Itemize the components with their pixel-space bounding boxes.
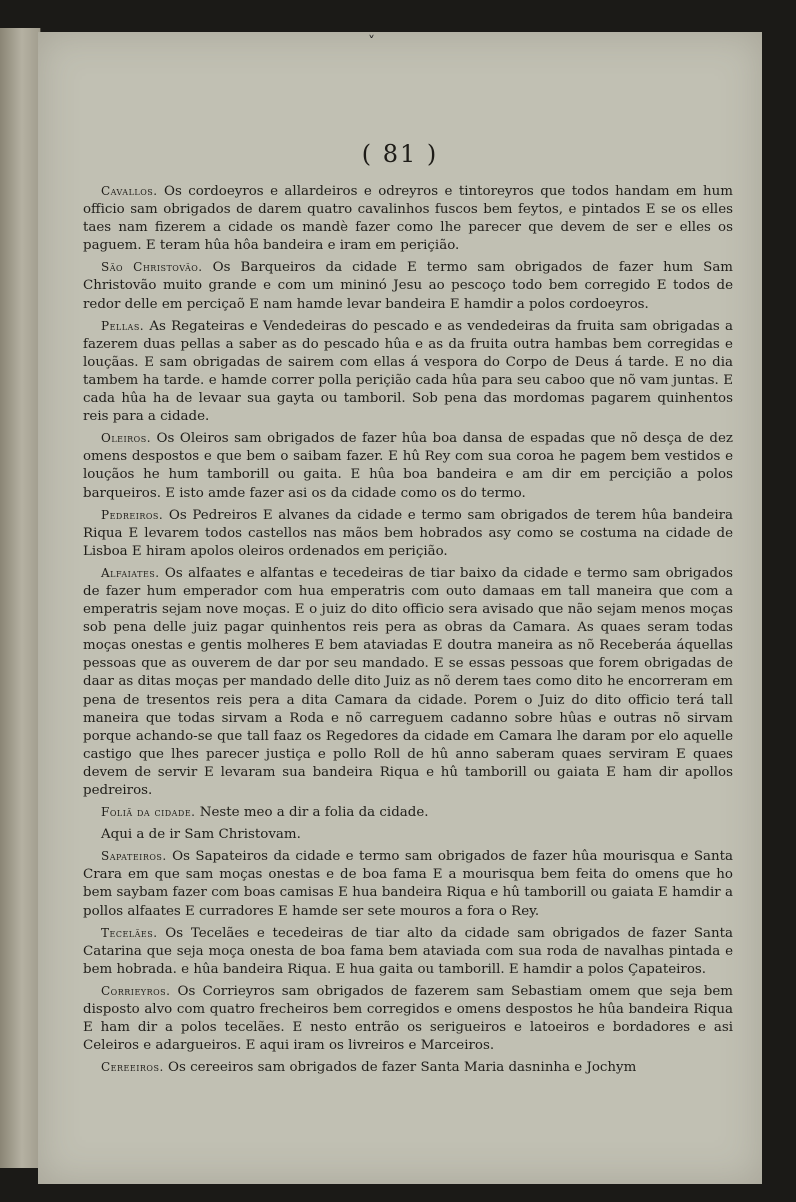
paragraph-heading: Corrieyros. (101, 983, 171, 998)
paragraph-heading: Pedreiros. (101, 507, 164, 522)
paragraph-text: Os Barqueiros da cidade E termo sam obrigados de fazer hum Sam Christovão muito grande e com um mininó Jesu ao pescoço todo bem corregido E todos de redor delle em perciçaõ E nam hamde levar bandeira E hamdir a polos cordoeyros. (83, 260, 733, 312)
paragraph-alfaiates (83, 564, 733, 800)
paragraph-heading: Tecelães. (101, 925, 158, 940)
paragraph-heading: Pellas. (101, 318, 145, 333)
paragraph-heading: Alfaiates. (101, 565, 160, 580)
paragraph-text: Os Oleiros sam obrigados de fazer hûa boa dansa de espadas que nõ desça de dez omens despostos e que bem o saibam fazer. E hû Rey com sua coroa he pagem bem vestidos e louçãos he hum tamborill ou gaita. E hûa boa bandeira e am dir em perciçião a polos barqueiros. E isto amde fazer asi os da cidade como os do termo. (83, 431, 733, 501)
paragraph-pellas (83, 317, 733, 427)
page-number: ( 81 ) (361, 140, 439, 168)
paragraph-tecelaes (83, 924, 733, 979)
paragraph-heading: Sapateiros. (101, 849, 167, 864)
paragraph-folia (83, 803, 733, 822)
paragraph-text: Os cordoeyros e allardeiros e odreyros e tintoreyros que todos handam em hum officio sam obrigados de darem quatro cavalinhos fuscos bem feytos, e pintados E se os elles taes nam fizerem a cidade os mandè fazer como lhe parecer que devem de ser e elles os paguem. E teram hûa hôa bandeira e iram em periçião. (83, 184, 733, 254)
paragraph-text: Os cereeiros sam obrigados de fazer Santa Maria dasninha e Jochym (168, 1060, 637, 1076)
body-text (83, 182, 733, 1080)
paragraph-text: Os Corrieyros sam obrigados de fazerem sam Sebastiam omem que seja bem disposto alvo com quatro frecheiros bem corregidos e omens despostos he hûa bandeira Riqua E ham dir a polos tecelães. E nesto entrão os serigueiros e latoeiros e bordadores e asi Celeiros e adargueiros. E aqui iram os livreiros e Marceiros. (83, 983, 733, 1054)
paragraph-heading: Oleiros. (101, 431, 152, 446)
paragraph-text: Aqui a de ir Sam Christovam. (101, 827, 301, 843)
paragraph-cavallos (83, 182, 733, 255)
paragraph-text: As Regateiras e Vendedeiras do pescado e as vendedeiras da fruita sam obrigadas a fazerem duas pellas a saber as do pescado hûa e as da fruita outra hambas bem corregidas e louçãas. E sam obrigadas de sairem com ellas á vespora do Corpo de Deus á tarde. E no dia tambem ha tarde. e hamde correr polla periçião cada hûa para seu caboo que nõ vam juntas. E cada hûa ha de levaar sua gayta ou tamboril. Sob pena das mordomas pagarem quinhentos reis para a cidade. (83, 318, 733, 425)
paragraph-text: Os alfaates e alfantas e tecedeiras de tiar baixo da cidade e termo sam obrigados de fazer hum emperador com hua emperatris com outo damaas em tall maneira que com a emperatris sejam nove moças. E o juiz do dito officio sera avisado que não sejam menos moças sob pena delle juiz pagar quinhentos reis pera as obras da Camara. As quaes seram todas moças onestas e gentis molheres E bem ataviadas E doutra maneira as nõ Receberáa áquellas pessoas que as ouverem de dar por seu mandado. E se essas pessoas que forem obrigadas de daar as ditas moças per mandado delle dito Juiz as nõ derem taes como dito he encorreram em pena de tresentos reis pera a dita Camara da cidade. Porem o Juiz do dito officio terá tall maneira que todas sirvam a Roda e nõ carreguem cadanno sobre hûas e outras nõ sirvam porque achando-se que tall faaz os Regedores da cidade em Camara lhe daram por elo aquelle castigo que lhes parecer justiça e pollo Roll de hû anno saberam quaes serviram E quaes devem de servir E levaram sua bandeira Riqua e hû tamborill ou gaiata E ham dir apollos pedreiros. (83, 565, 733, 798)
paragraph-text: Neste meo a dir a folia da cidade. (199, 805, 429, 821)
document-page (38, 32, 762, 1184)
paragraph-aqui (83, 825, 733, 844)
paragraph-text: Os Sapateiros da cidade e termo sam obrigados de fazer hûa mourisqua e Santa Crara em que sam moças onestas e de boa fama E a mourisqua bem feita do omens que ho bem saybam fazer com boas camisas E hua bandeira Riqua e hû tamborill ou gaiata E hamdir a pollos alfaates E curradores E hamde ser sete mouros a fora o Rey. (83, 849, 733, 919)
paragraph-text: Os Pedreiros E alvanes da cidade e termo sam obrigados de terem hûa bandeira Riqua E levarem todos castellos nas mãos bem hobrados asy como se costuma na cidade de Lisboa E hiram apolos oleiros ordenados em periçião. (83, 507, 733, 559)
paragraph-cereeiros (83, 1058, 733, 1077)
paragraph-oleiros (83, 429, 733, 502)
paragraph-heading: Cavallos. (101, 184, 158, 198)
paragraph-pedreiros (83, 506, 733, 561)
facing-page-edge (0, 28, 41, 1168)
paragraph-sao-christovao (83, 258, 733, 313)
paragraph-heading: São Christovão. (101, 260, 203, 275)
paragraph-heading: Cereeiros. (101, 1060, 164, 1075)
paragraph-corrieyros (83, 982, 733, 1055)
paragraph-sapateiros (83, 847, 733, 920)
paragraph-heading: Foliã da cidade. (101, 805, 196, 820)
printer-mark: ˅ (368, 34, 375, 50)
paragraph-text: Os Tecelães e tecedeiras de tiar alto da cidade sam obrigados de fazer Santa Catarina que seja moça onesta de boa fama bem ataviada com sua roda de navalhas pintada e bem hobrada. e hûa bandeira Riqua. E hua gaita ou tamborill. E hamdir a polos Çapateiros. (83, 925, 733, 977)
